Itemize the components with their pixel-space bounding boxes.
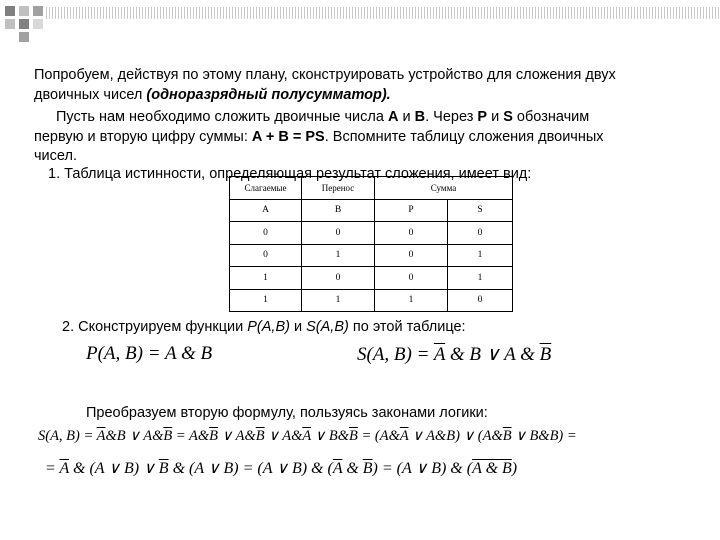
transform-text: Преобразуем вторую формулу, пользуясь законами логики: (86, 405, 488, 421)
para2-text: . Через (425, 109, 478, 125)
para2-line-2 (34, 127, 604, 147)
deriv-part: & (342, 460, 363, 477)
deco-square (19, 6, 29, 16)
table-row (230, 222, 513, 245)
subheader-s: S (448, 199, 513, 222)
para2-text: и (487, 109, 504, 125)
intro-line-2-text: двоичных чисел (34, 87, 147, 103)
deriv-part: ∨ B& (311, 428, 349, 444)
step2-text: 2. Сконструируем функции (62, 319, 248, 335)
table-row (230, 267, 513, 290)
deriv-neg: $\overline{A}$ (302, 428, 311, 444)
deco-square (33, 6, 43, 16)
deriv-part: ∨ A& (218, 428, 256, 444)
table-cell: 0 (375, 267, 448, 290)
deriv-part: ) = (A ∨ B) & ( (372, 460, 473, 477)
deriv-neg: $\overline{B}$ (163, 428, 173, 444)
deriv-part: & (A ∨ B) = (A ∨ B) & ( (168, 460, 333, 477)
func-s: S(A,B) (306, 319, 349, 335)
deriv-part: S(A, B) = (38, 428, 97, 444)
table-cell: 1 (375, 289, 448, 312)
deriv-part: = A& (172, 428, 210, 444)
table-cell: 1 (302, 289, 375, 312)
deco-square (33, 19, 43, 29)
table-cell: 0 (375, 244, 448, 267)
derivation-line-1 (38, 428, 577, 445)
deriv-neg: $\overline{B}$ (349, 428, 358, 444)
para2-text: первую и вторую цифру суммы: (34, 129, 252, 145)
para2-text: . Вспомните таблицу сложения двоичных (324, 129, 604, 145)
var-B: B (414, 109, 426, 125)
intro-emphasis: (одноразрядный полусумматор). (146, 87, 391, 103)
subheader-b: B (302, 199, 375, 222)
table-cell: 1 (230, 267, 302, 290)
deriv-part: = (45, 460, 60, 477)
para2-line-3: чисел. (34, 148, 77, 164)
formula-s (357, 343, 551, 366)
deriv-neg: $\overline{A}$ (59, 460, 69, 477)
table-row (230, 289, 513, 312)
header-addends: Слагаемые (230, 177, 302, 200)
formula-s-neg-b: $\overline{B}$ (539, 344, 552, 365)
deriv-neg: $\overline{B}$ (158, 460, 169, 477)
formula-s-part: S(A, B) = (357, 344, 434, 365)
intro-line-1: Попробуем, действуя по этому плану, сконструировать устройство для сложения двух (34, 67, 616, 83)
deriv-neg: A & B (472, 460, 512, 477)
deriv-neg: $\overline{A}$ (96, 428, 106, 444)
step2-text: и (289, 319, 307, 335)
table-cell: 1 (448, 244, 513, 267)
para2-text: Пусть нам необходимо сложить двоичные числа (56, 109, 388, 125)
deriv-neg: $\overline{B}$ (209, 428, 219, 444)
step-2-text (62, 317, 466, 337)
table-cell: 1 (230, 289, 302, 312)
deriv-neg: $\overline{B}$ (255, 428, 265, 444)
deriv-neg: $\overline{A}$ (399, 428, 409, 444)
formula-p: P(A, B) = A & B (86, 343, 213, 364)
table-cell: 0 (375, 222, 448, 245)
step2-text: по этой таблице: (348, 319, 466, 335)
table-cell: 0 (230, 244, 302, 267)
deriv-neg: $\overline{B}$ (362, 460, 373, 477)
subheader-a: A (230, 199, 302, 222)
subheader-p: P (375, 199, 448, 222)
formula-s-part: & B ∨ A & (445, 344, 540, 365)
table-subheader-row (230, 199, 513, 222)
deco-square (5, 6, 15, 16)
header-stripe-bar (46, 7, 720, 19)
deriv-part: = (A& (357, 428, 400, 444)
table-row (230, 244, 513, 267)
formula-s-neg-a: $\overline{A}$ (433, 344, 446, 365)
sum-formula: A + B = PS (251, 129, 325, 145)
para2-text: обозначим (512, 109, 590, 125)
derivation-line-2 (45, 458, 517, 478)
truth-table (229, 176, 513, 312)
deriv-part: & (A ∨ B) ∨ (69, 460, 159, 477)
var-P: P (477, 109, 488, 125)
deco-square (19, 19, 29, 29)
deriv-part: ∨ A& (264, 428, 303, 444)
deriv-neg: $\overline{B}$ (502, 428, 512, 444)
intro-line-2 (34, 85, 391, 105)
header-sum: Сумма (375, 177, 513, 200)
deriv-part: ∨ B&B) = (511, 428, 577, 444)
deriv-part: &B ∨ A& (105, 428, 164, 444)
para2-line-1 (56, 107, 589, 127)
table-header-row (230, 177, 513, 200)
func-p: P(A,B) (247, 319, 290, 335)
deco-square (19, 32, 29, 42)
step-1-text: 1. Таблица истинности, определяющая результат сложения, имеет вид: (48, 166, 532, 182)
header-carry: Перенос (302, 177, 375, 200)
table-cell: 0 (448, 289, 513, 312)
deriv-part: ∨ A&B) ∨ (A& (408, 428, 503, 444)
table-cell: 0 (448, 222, 513, 245)
deriv-neg: $\overline{A}$ (332, 460, 343, 477)
table-cell: 0 (302, 222, 375, 245)
table-cell: 0 (230, 222, 302, 245)
deco-square (5, 19, 15, 29)
table-cell: 0 (302, 267, 375, 290)
para2-text: и (398, 109, 415, 125)
table-cell: 1 (448, 267, 513, 290)
var-S: S (503, 109, 513, 125)
var-A: A (387, 109, 399, 125)
deriv-part: ) (511, 460, 518, 477)
table-cell: 1 (302, 244, 375, 267)
